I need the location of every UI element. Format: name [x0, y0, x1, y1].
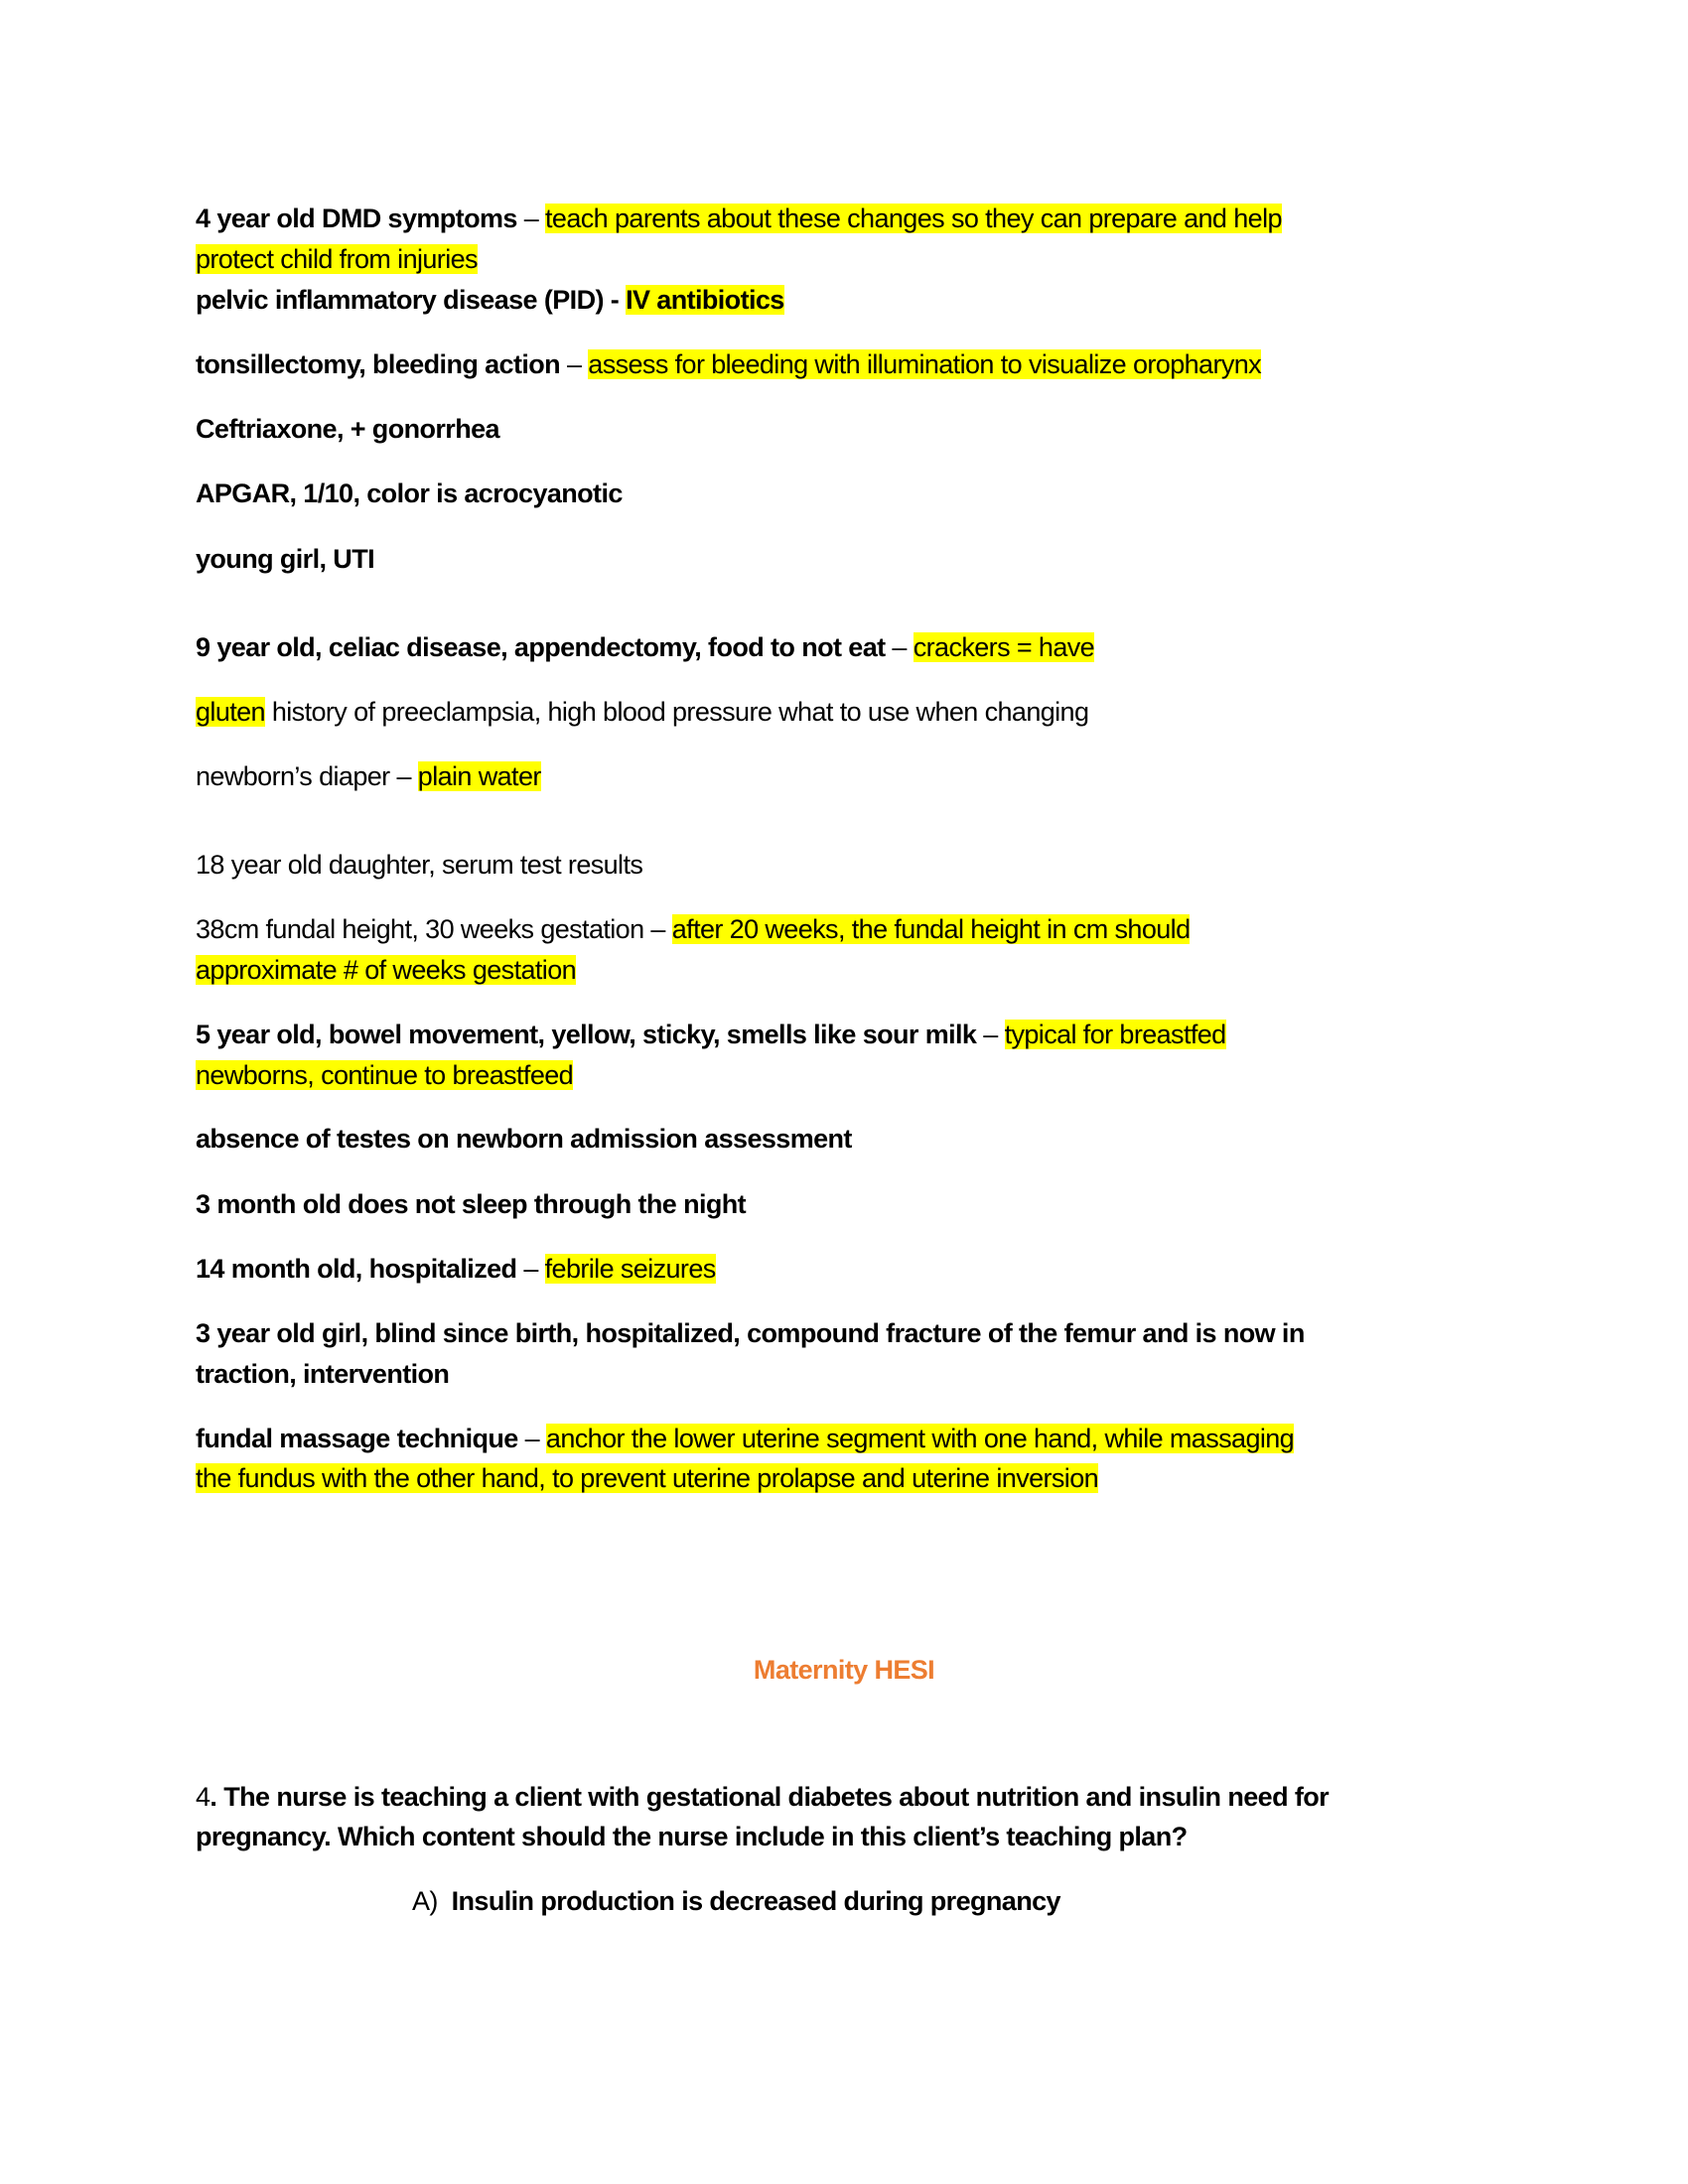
note-separator: –	[885, 632, 914, 662]
note-fundal-massage-cont	[196, 1458, 1098, 1499]
note-separator: –	[976, 1020, 1005, 1049]
note-bowel-movement	[196, 1015, 1226, 1055]
note-label: fundal massage technique	[196, 1424, 518, 1453]
note-tonsillectomy	[196, 344, 1261, 385]
note-answer-highlight: gluten	[196, 697, 265, 727]
note-label: 9 year old, celiac disease, appendectomy, food to not eat	[196, 632, 886, 662]
note-answer-highlight: approximate # of weeks gestation	[196, 955, 577, 985]
note-label: 4 year old DMD symptoms	[196, 204, 517, 233]
note-separator: –	[389, 761, 418, 791]
section-title: Maternity HESI	[753, 1655, 935, 1685]
question-number: 4	[196, 1782, 211, 1812]
note-febrile	[196, 1249, 716, 1290]
note-answer-highlight: assess for bleeding with illumination to visualize oropharynx	[588, 349, 1262, 379]
note-femur-fracture: 3 year old girl, blind since birth, hospitalized, compound fracture of the femur and is now in	[196, 1318, 1305, 1348]
note-answer-highlight: anchor the lower uterine segment with one hand, while massaging	[545, 1424, 1295, 1453]
note-sleep: 3 month old does not sleep through the night	[196, 1189, 747, 1219]
note-fundal-height	[196, 909, 1190, 950]
note-answer-highlight: febrile seizures	[544, 1254, 716, 1284]
note-answer-highlight: newborns, continue to breastfeed	[196, 1060, 574, 1090]
option-text: Insulin production is decreased during pregnancy	[451, 1886, 1060, 1916]
option-letter: A)	[412, 1886, 438, 1916]
question-line-2: pregnancy. Which content should the nurse include in this client’s teaching plan?	[196, 1822, 1188, 1851]
note-apgar: APGAR, 1/10, color is acrocyanotic	[196, 478, 623, 508]
note-dmd-cont	[196, 239, 478, 280]
note-answer-highlight: typical for breastfed	[1004, 1020, 1226, 1049]
note-preeclampsia-cont	[196, 756, 541, 797]
note-celiac-cont	[196, 692, 1088, 733]
note-label: newborn’s diaper	[196, 761, 390, 791]
note-ceftriaxone: Ceftriaxone, + gonorrhea	[196, 414, 499, 444]
note-label: pelvic inflammatory disease (PID) -	[196, 285, 627, 315]
note-femur-fracture-cont: traction, intervention	[196, 1359, 450, 1389]
note-fundal-massage	[196, 1419, 1294, 1459]
note-answer-highlight: crackers = have	[913, 632, 1095, 662]
note-serum-test: 18 year old daughter, serum test results	[196, 850, 643, 880]
question-text: . The nurse is teaching a client with gestational diabetes about nutrition and insulin need for	[210, 1782, 1330, 1812]
note-separator: –	[643, 914, 672, 944]
note-testes: absence of testes on newborn admission assessment	[196, 1124, 852, 1154]
note-separator: –	[560, 349, 589, 379]
note-answer-highlight: protect child from injuries	[196, 244, 478, 274]
note-label: 38cm fundal height, 30 weeks gestation	[196, 914, 644, 944]
question-line-1	[196, 1777, 1329, 1818]
note-label: 14 month old, hospitalized	[196, 1254, 517, 1284]
note-label: tonsillectomy, bleeding action	[196, 349, 561, 379]
note-separator: –	[516, 1254, 545, 1284]
note-separator: –	[517, 1424, 546, 1453]
note-uti: young girl, UTI	[196, 544, 374, 574]
note-bowel-movement-cont	[196, 1055, 573, 1096]
note-separator: –	[516, 204, 546, 233]
option-a	[412, 1881, 1060, 1922]
note-preeclampsia-label: history of preeclampsia, high blood pressure what to use when changing	[264, 697, 1089, 727]
note-label: 5 year old, bowel movement, yellow, sticky, smells like sour milk	[196, 1020, 977, 1049]
note-fundal-height-cont	[196, 950, 576, 991]
note-celiac	[196, 627, 1094, 668]
note-answer-highlight: after 20 weeks, the fundal height in cm should	[671, 914, 1191, 944]
note-dmd	[196, 199, 1282, 239]
note-pid	[196, 280, 784, 321]
note-answer-highlight: teach parents about these changes so they can prepare and help	[545, 204, 1282, 233]
note-answer-highlight: IV antibiotics	[626, 285, 784, 315]
note-answer-highlight: plain water	[417, 761, 541, 791]
note-answer-highlight: the fundus with the other hand, to prevent uterine prolapse and uterine inversion	[196, 1463, 1099, 1493]
